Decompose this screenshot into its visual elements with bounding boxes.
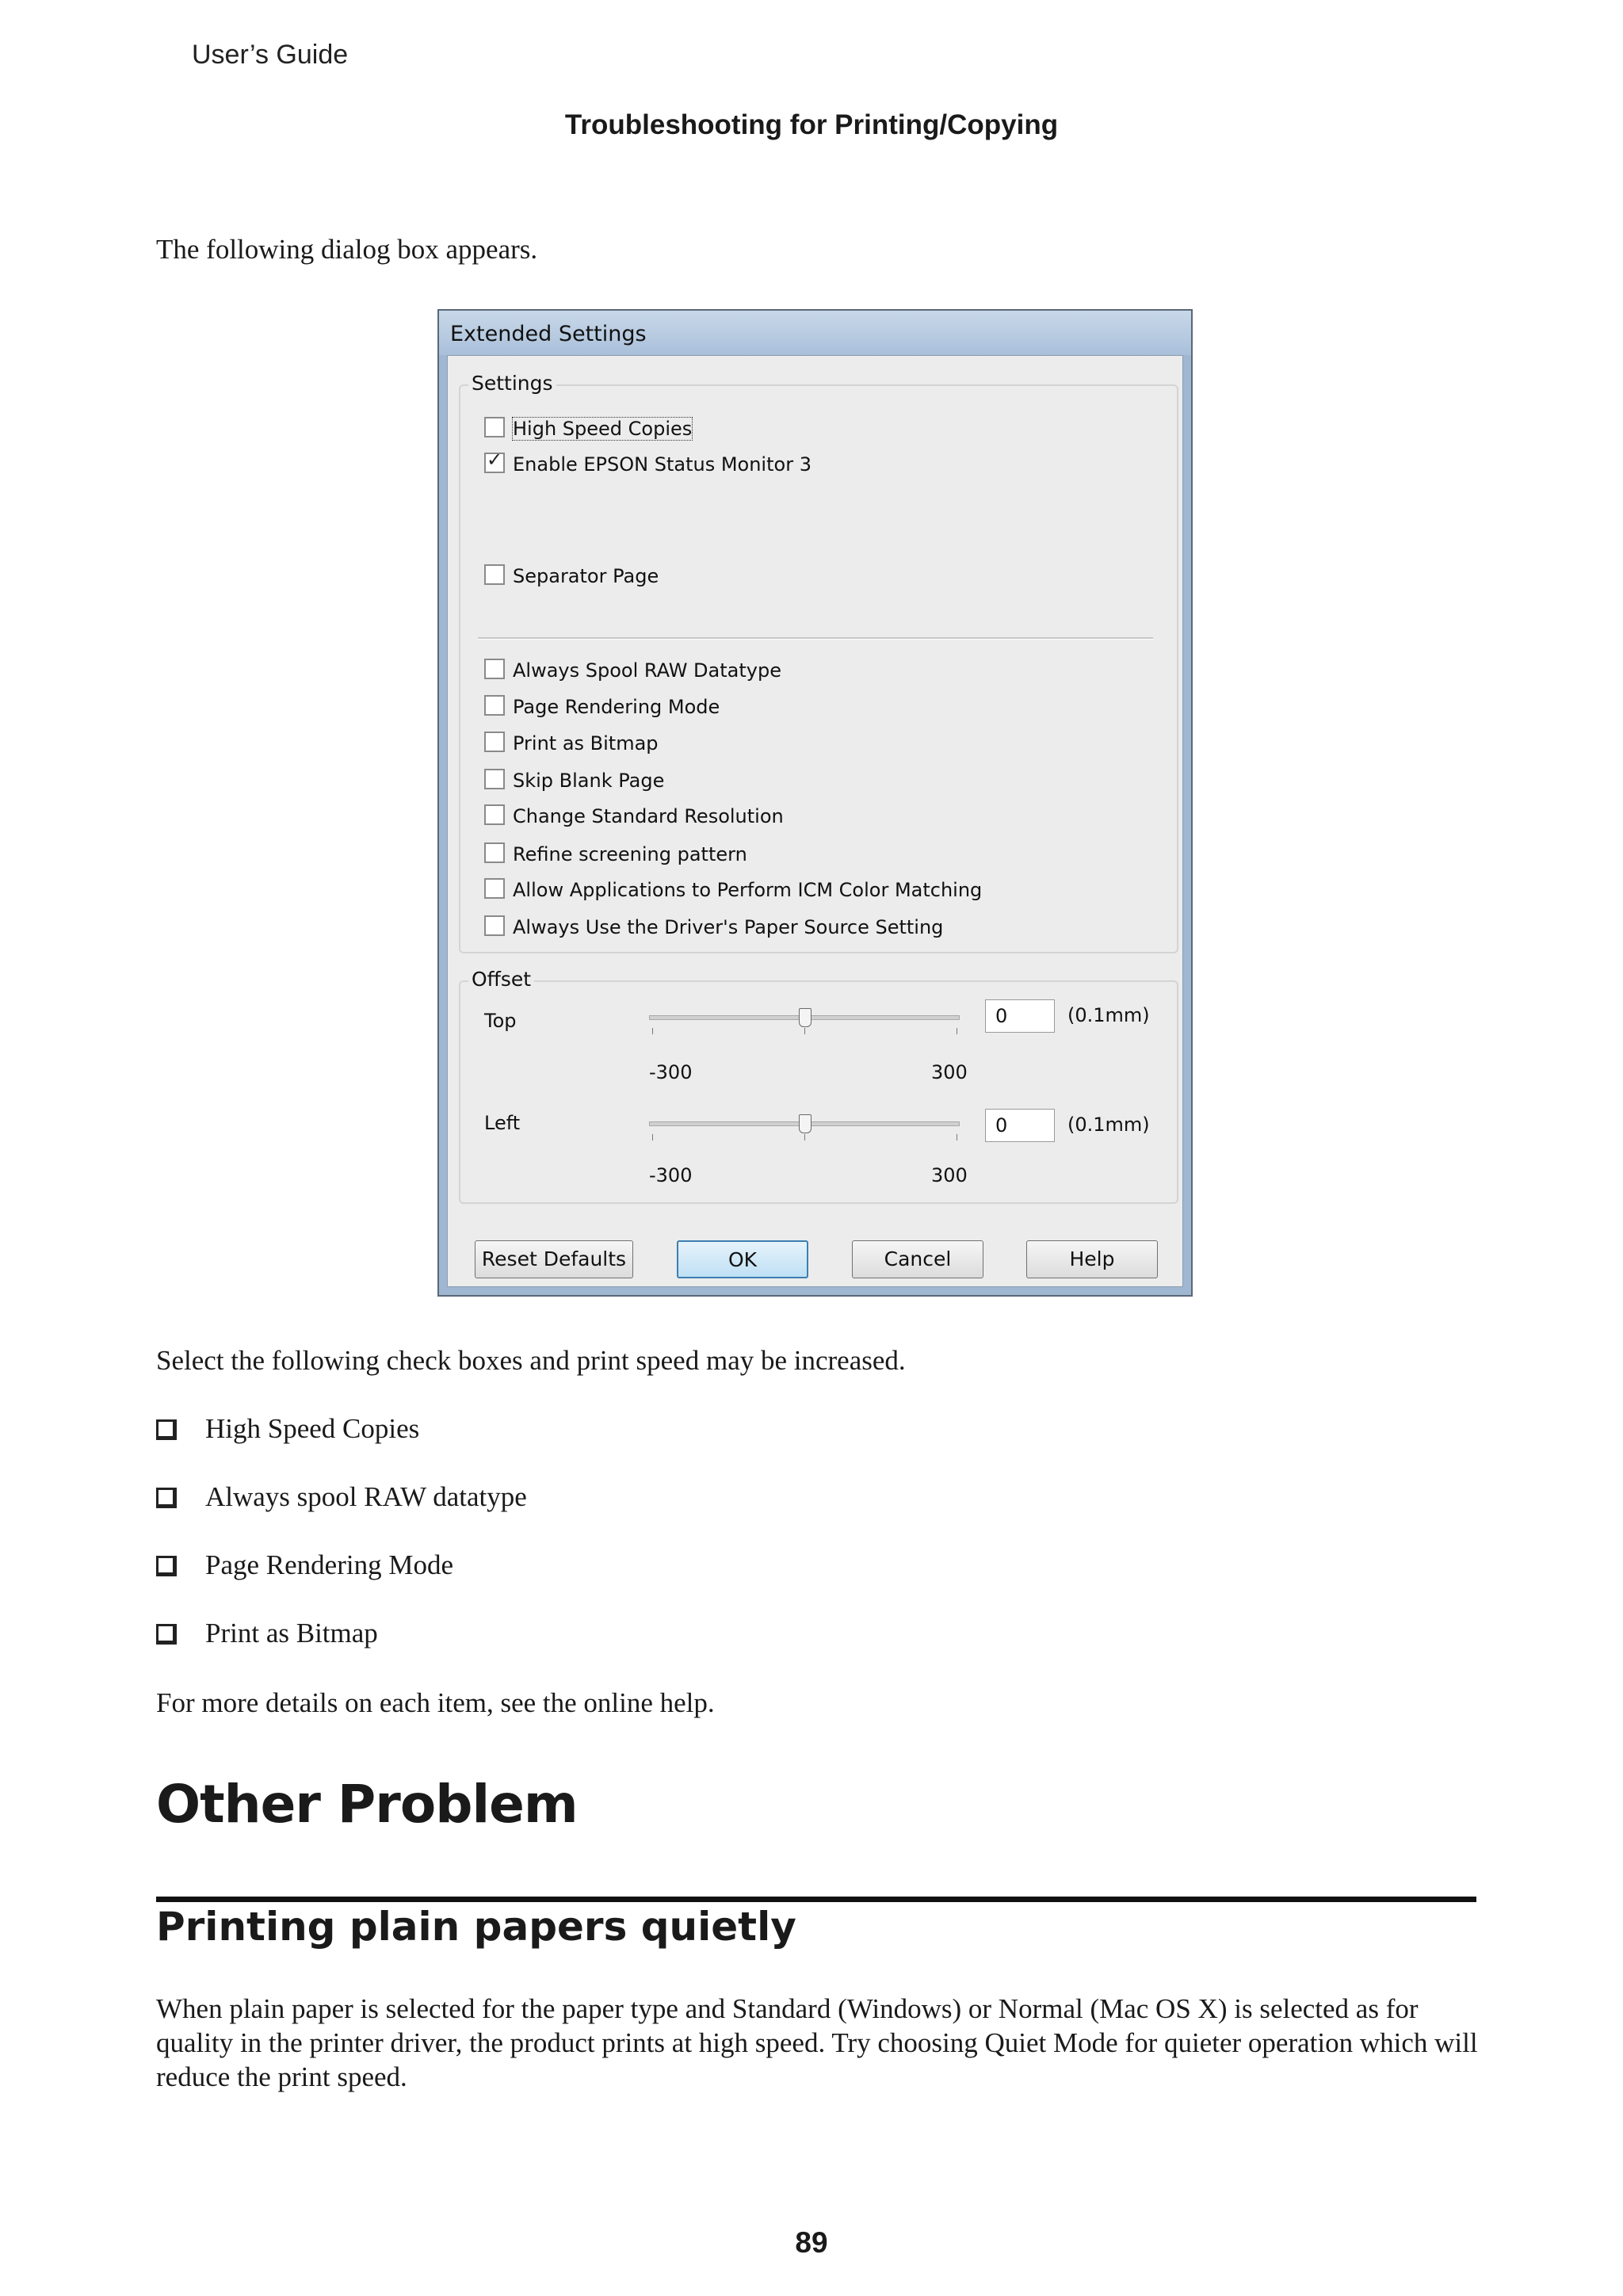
checkbox-label: Skip Blank Page: [513, 770, 665, 792]
reset-defaults-button[interactable]: Reset Defaults: [475, 1240, 633, 1278]
checkbox-box[interactable]: [484, 915, 505, 936]
checkbox-box[interactable]: [484, 564, 505, 585]
offset-left-unit: (0.1mm): [1067, 1114, 1150, 1136]
list-item-text: Print as Bitmap: [205, 1618, 378, 1648]
checkbox-label: Change Standard Resolution: [513, 805, 784, 827]
offset-left-min: -300: [649, 1164, 693, 1186]
offset-top-input[interactable]: 0: [985, 999, 1055, 1033]
checkbox-page-rendering-mode[interactable]: [484, 694, 720, 720]
offset-top-max: 300: [931, 1061, 968, 1083]
select-paragraph: Select the following check boxes and print speed may be increased.: [156, 1345, 906, 1376]
checkbox-bullet-icon: [156, 1556, 177, 1576]
checkbox-allow-icm[interactable]: [484, 877, 982, 903]
list-item: [156, 1480, 527, 1548]
dialog-client-area: [447, 355, 1183, 1287]
ok-button[interactable]: OK: [677, 1240, 808, 1278]
list-item-text: Page Rendering Mode: [205, 1549, 453, 1580]
heading-printing-quietly: Printing plain papers quietly: [156, 1904, 796, 1950]
running-head: User’s Guide: [192, 40, 349, 70]
offset-group: [459, 968, 1178, 1204]
checkbox-label: Enable EPSON Status Monitor 3: [513, 453, 812, 476]
checkbox-box[interactable]: [484, 732, 505, 752]
cancel-button[interactable]: Cancel: [852, 1240, 983, 1278]
section-rule: [156, 1897, 1476, 1902]
page-number: 89: [795, 2226, 828, 2259]
dialog-title: Extended Settings: [450, 322, 647, 346]
checkbox-box-checked[interactable]: [484, 453, 505, 473]
checkbox-box[interactable]: [484, 878, 505, 899]
checkbox-label: High Speed Copies: [513, 418, 693, 440]
checkbox-label: Page Rendering Mode: [513, 696, 720, 718]
offset-left-input[interactable]: 0: [985, 1109, 1055, 1142]
slider-thumb[interactable]: [799, 1114, 812, 1133]
heading-other-problem: Other Problem: [156, 1774, 578, 1835]
list-item-text: Always spool RAW datatype: [205, 1481, 527, 1512]
list-item-text: High Speed Copies: [205, 1413, 420, 1444]
intro-paragraph: The following dialog box appears.: [156, 234, 538, 265]
dialog-title-bar[interactable]: [439, 311, 1191, 355]
offset-top-label: Top: [484, 1010, 517, 1032]
checkbox-separator-page[interactable]: [484, 563, 659, 589]
list-item: [156, 1616, 527, 1684]
slider-tick: [652, 1028, 653, 1034]
slider-tick: [804, 1028, 805, 1034]
speed-checkbox-list: [156, 1412, 527, 1684]
offset-top-slider[interactable]: [649, 1006, 960, 1037]
settings-group: [459, 372, 1178, 953]
quiet-paragraph: When plain paper is selected for the paper type and Standard (Windows) or Normal (Mac OS X) is selected as for quality in the printer driver, the product prints at high speed. Try choosing Quiet Mode for quieter operation which will reduce the print speed.: [156, 1993, 1478, 2092]
extended-settings-dialog: [437, 309, 1193, 1297]
offset-top-unit: (0.1mm): [1067, 1004, 1150, 1026]
checkbox-box[interactable]: [484, 659, 505, 679]
slider-tick: [652, 1134, 653, 1140]
checkbox-box[interactable]: [484, 695, 505, 716]
checkbox-label: Print as Bitmap: [513, 732, 659, 755]
offset-left-slider[interactable]: [649, 1115, 960, 1147]
checkbox-bullet-icon: [156, 1624, 177, 1645]
checkbox-label: Refine screening pattern: [513, 843, 747, 865]
checkbox-box[interactable]: [484, 842, 505, 863]
checkbox-label: Allow Applications to Perform ICM Color Matching: [513, 879, 983, 901]
checkbox-skip-blank-page[interactable]: [484, 768, 664, 793]
checkbox-print-as-bitmap[interactable]: [484, 731, 659, 756]
offset-left-max: 300: [931, 1164, 968, 1186]
section-header: Troubleshooting for Printing/Copying: [564, 109, 1059, 140]
help-button[interactable]: Help: [1026, 1240, 1158, 1278]
slider-tick: [804, 1134, 805, 1140]
offset-group-label: Offset: [468, 968, 534, 991]
checkbox-box[interactable]: [484, 804, 505, 825]
checkbox-label: Separator Page: [513, 565, 659, 587]
checkbox-always-spool-raw[interactable]: [484, 658, 781, 683]
checkbox-label: Always Spool RAW Datatype: [513, 659, 781, 682]
checkbox-bullet-icon: [156, 1488, 177, 1508]
checkbox-box[interactable]: [484, 769, 505, 789]
checkbox-driver-paper-source[interactable]: [484, 915, 943, 940]
more-details-paragraph: For more details on each item, see the online help.: [156, 1687, 715, 1718]
checkbox-box[interactable]: [484, 417, 505, 437]
list-item: [156, 1548, 527, 1616]
slider-thumb[interactable]: [799, 1008, 812, 1027]
checkbox-refine-screening[interactable]: [484, 842, 747, 867]
checkbox-change-standard-resolution[interactable]: [484, 804, 784, 829]
checkbox-high-speed-copies[interactable]: [484, 416, 692, 441]
settings-group-label: Settings: [468, 372, 556, 395]
settings-divider: [478, 637, 1153, 640]
checkbox-label: Always Use the Driver's Paper Source Setting: [513, 916, 944, 938]
checkbox-enable-status-monitor[interactable]: [484, 452, 812, 477]
offset-top-min: -300: [649, 1061, 693, 1083]
offset-left-label: Left: [484, 1112, 521, 1134]
checkbox-bullet-icon: [156, 1419, 177, 1440]
list-item: [156, 1412, 527, 1480]
